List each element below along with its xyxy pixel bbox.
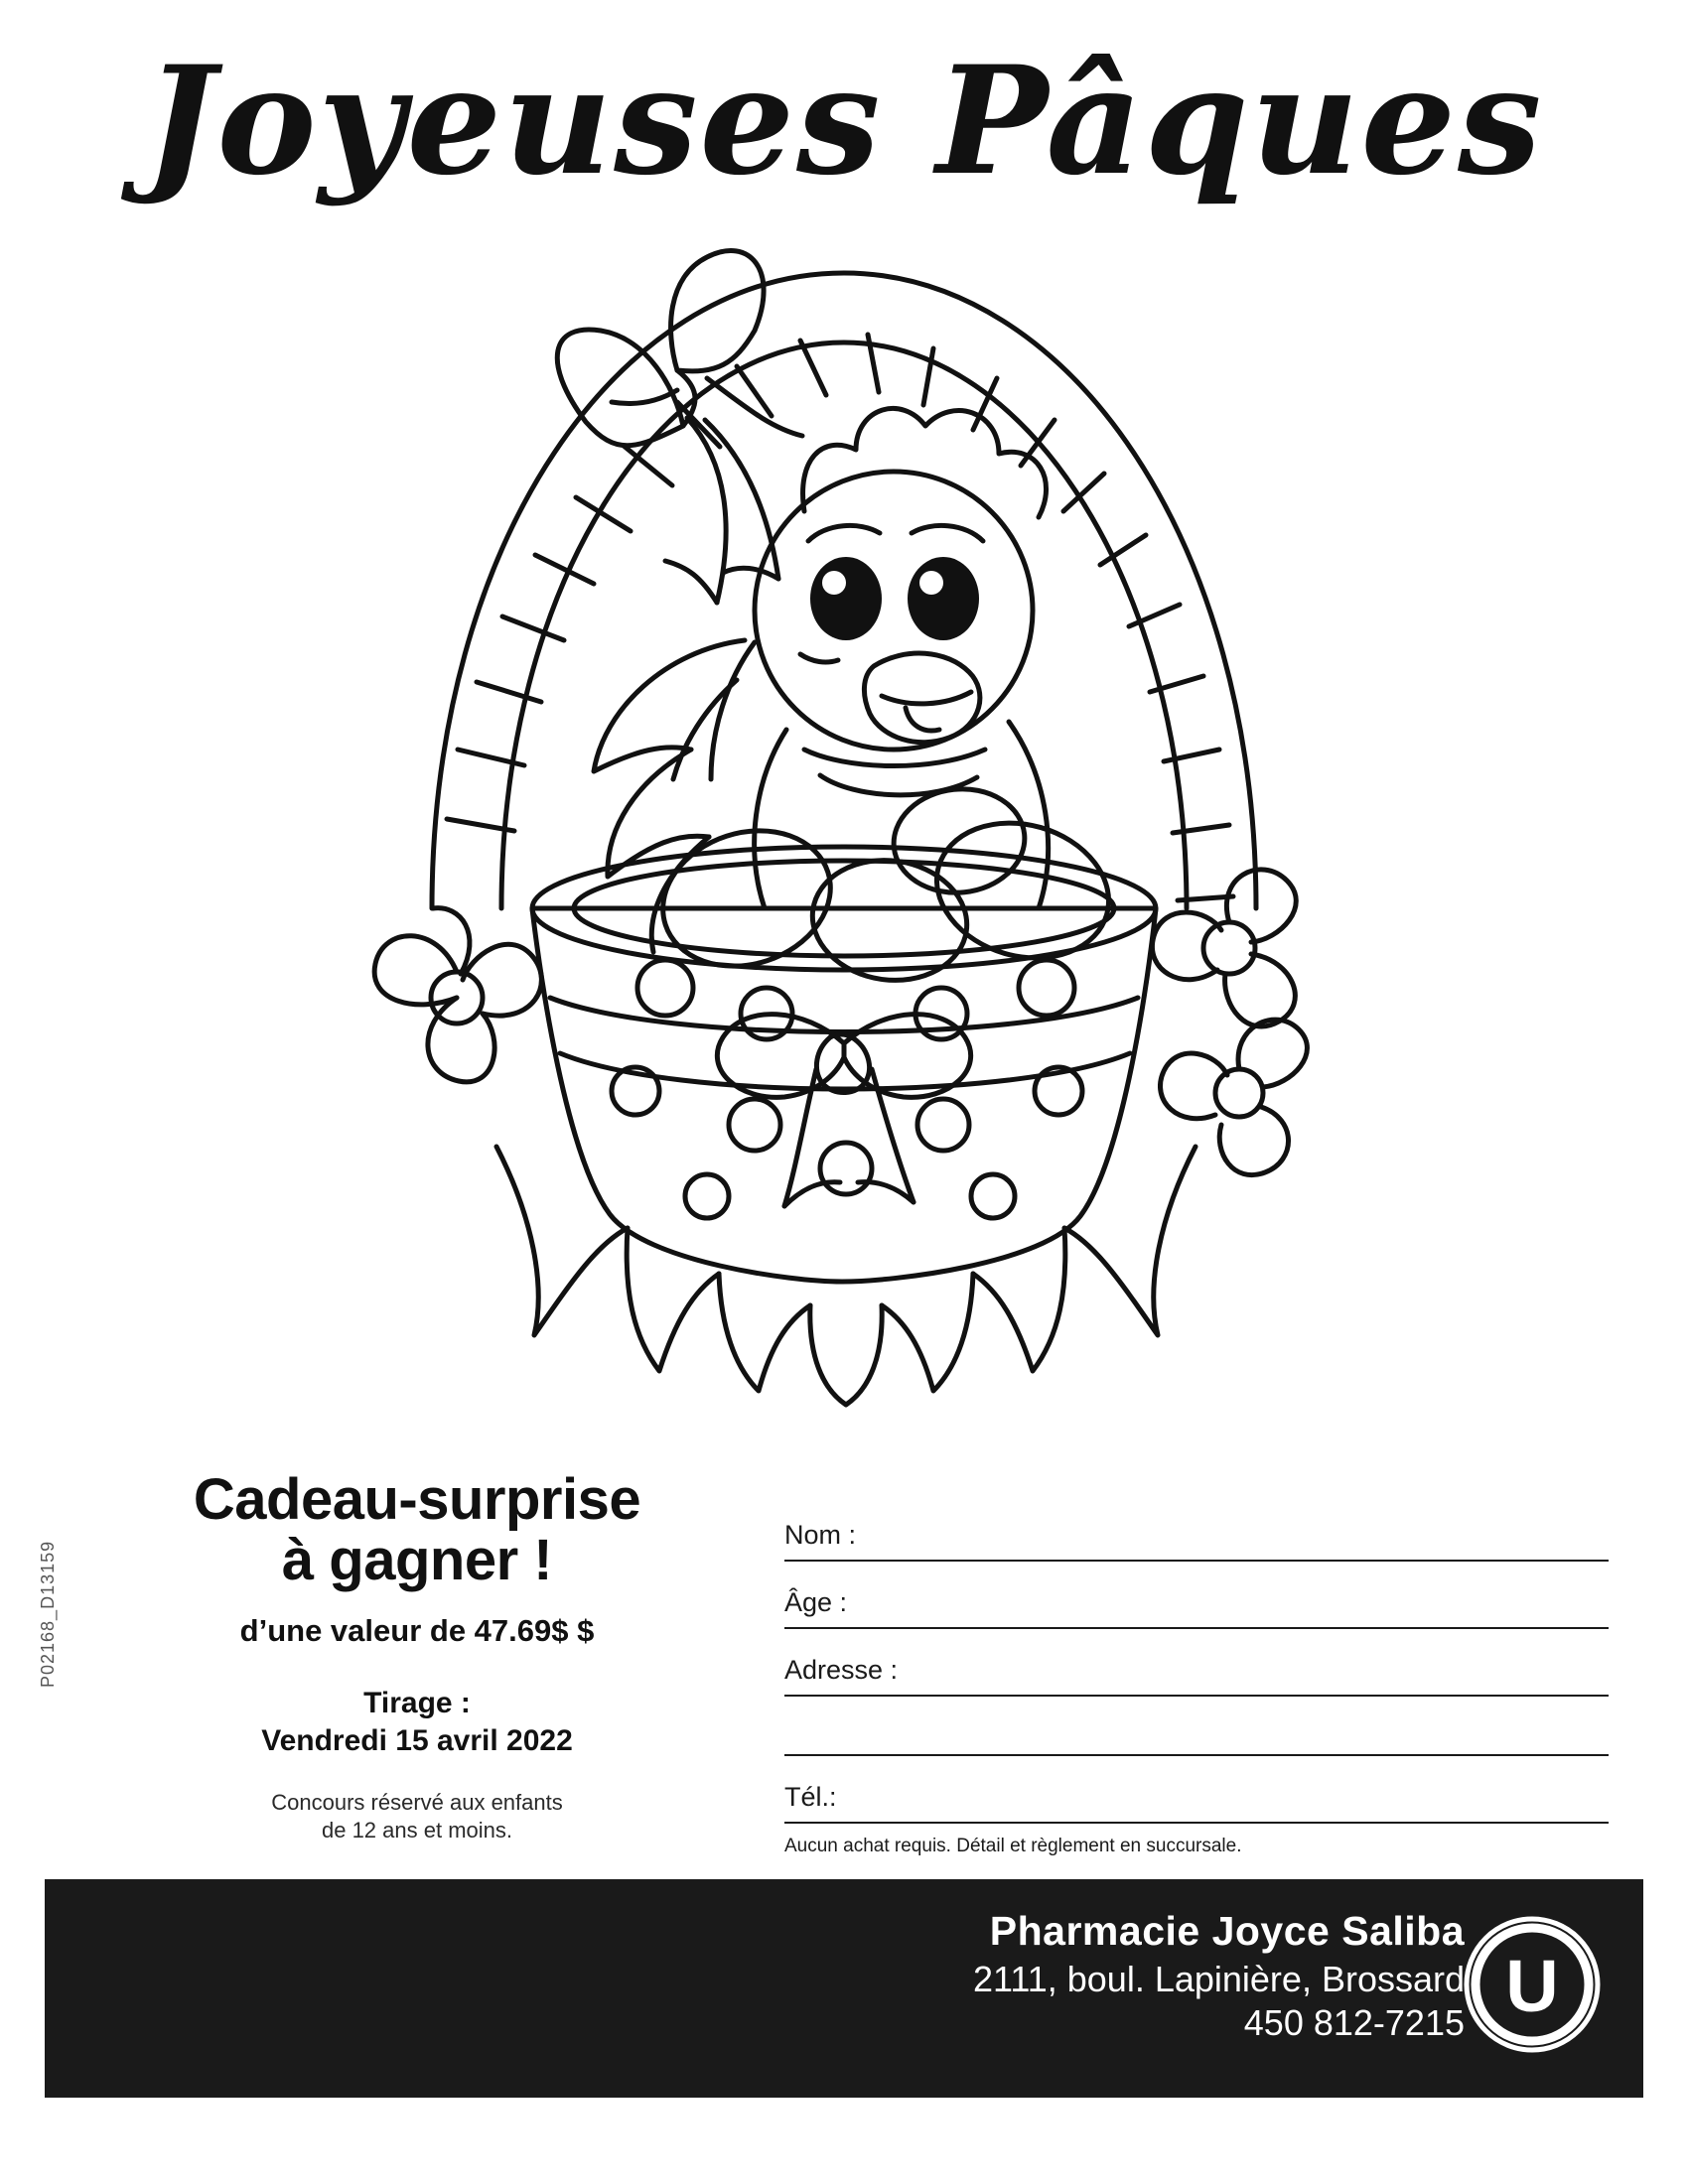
entry-form: [784, 1494, 1609, 1857]
prize-value: d’une valeur de 47.69$ $: [239, 1612, 595, 1648]
store-name: Pharmacie Joyce Saliba: [989, 1908, 1465, 1954]
form-disclaimer: Aucun achat requis. Détail et règlement en succursale.: [784, 1836, 1242, 1856]
form-label-adresse: Adresse :: [784, 1655, 899, 1685]
store-info: [571, 1907, 1465, 2045]
uniprix-logo-icon: [1463, 1915, 1602, 2054]
draw-date: Vendredi 15 avril 2022: [261, 1724, 573, 1758]
store-address: 2111, boul. Lapinière, Brossard: [973, 1959, 1465, 2000]
form-field-adresse[interactable]: [784, 1629, 1609, 1697]
contest-rules: [109, 1789, 725, 1845]
form-field-tel[interactable]: [784, 1756, 1609, 1824]
store-phone: 450 812-7215: [1243, 2002, 1465, 2044]
form-label-nom: Nom :: [784, 1520, 857, 1550]
page-title: Joyeuses Pâques: [144, 34, 1544, 208]
prize-headline-line1: Cadeau-surprise: [193, 1467, 641, 1532]
print-code: P02168_D13159: [38, 1540, 58, 1688]
prize-headline-line2: à gagner !: [281, 1528, 553, 1593]
form-field-nom[interactable]: [784, 1494, 1609, 1562]
prize-info: [109, 1469, 725, 1845]
easter-basket-illustration: [338, 213, 1350, 1444]
svg-text:U: U: [1505, 1945, 1559, 2027]
form-label-age: Âge :: [784, 1587, 848, 1617]
prize-headline: [109, 1469, 725, 1591]
draw-label: Tirage :: [363, 1686, 471, 1719]
form-field-adresse-line2[interactable]: [784, 1697, 1609, 1756]
footer-bar: [45, 1879, 1643, 2098]
form-label-tel: Tél.:: [784, 1782, 837, 1812]
form-field-age[interactable]: [784, 1562, 1609, 1629]
contest-rules-line2: de 12 ans et moins.: [321, 1818, 512, 1843]
draw-info: [109, 1685, 725, 1761]
contest-rules-line1: Concours réservé aux enfants: [271, 1789, 563, 1815]
